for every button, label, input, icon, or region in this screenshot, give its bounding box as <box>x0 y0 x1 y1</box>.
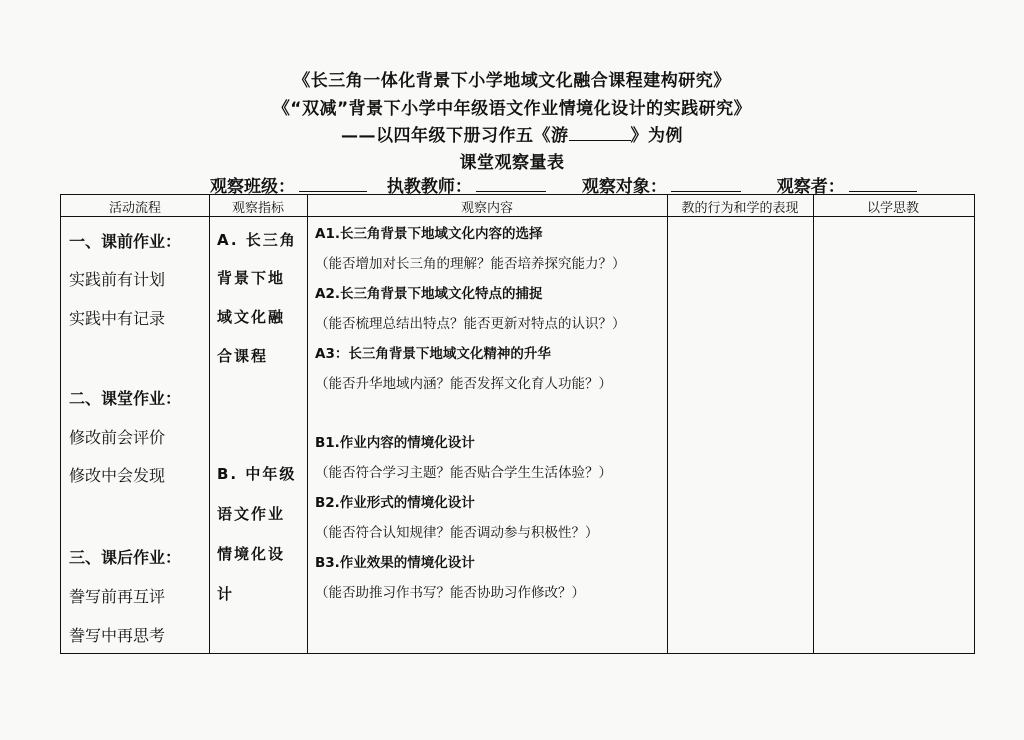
content-a1: A1.长三角背景下地域文化内容的选择 <box>315 226 543 242</box>
process-stage-2: 二、课堂作业： <box>69 389 182 408</box>
indicator-a-line: A. 长三角 <box>217 231 297 249</box>
indicator-a-line: 背景下地 <box>217 269 286 287</box>
col-divider <box>307 195 308 653</box>
content-b2: B2.作业形式的情境化设计 <box>315 495 475 511</box>
content-b2-question: （能否符合认知规律？能否调动参与积极性？） <box>315 525 599 541</box>
indicator-a-line: 合课程 <box>217 347 269 365</box>
subtitle-prefix: ——以四年级下册习作五《游 <box>341 126 569 146</box>
subtitle-suffix: 》为例 <box>630 126 683 146</box>
process-item: 实践中有记录 <box>69 309 166 328</box>
process-item: 誊写中再思考 <box>69 626 166 645</box>
content-a3: A3：长三角背景下地域文化精神的升华 <box>315 346 551 362</box>
content-b3: B3.作业效果的情境化设计 <box>315 555 475 571</box>
form-title: 课堂观察量表 <box>459 153 565 173</box>
class-blank <box>299 175 367 192</box>
col-divider <box>813 195 814 653</box>
teacher-label: 执教教师： <box>386 177 472 197</box>
object-blank <box>671 175 741 192</box>
indicator-b-line: 计 <box>217 585 235 603</box>
title-research-1: 《长三角一体化背景下小学地域文化融合课程建构研究》 <box>293 71 731 91</box>
content-a2: A2.长三角背景下地域文化特点的捕捉 <box>315 286 543 302</box>
header-indicator: 观察指标 <box>231 201 284 216</box>
indicator-b-line: 情境化设 <box>217 545 286 563</box>
title-research-2: 《“双减”背景下小学中年级语文作业情境化设计的实践研究》 <box>272 99 752 119</box>
indicator-a-line: 域文化融 <box>217 308 286 326</box>
class-label: 观察班级： <box>210 177 295 197</box>
content-a3-question: （能否升华地域内涵？能否发挥文化育人功能？） <box>315 376 612 392</box>
process-item: 实践前有计划 <box>69 270 166 289</box>
title-subtitle <box>0 121 1024 146</box>
process-item: 修改前会评价 <box>69 428 166 447</box>
content-a2-question: （能否梳理总结出特点？能否更新对特点的认识？） <box>315 316 626 332</box>
subtitle-blank <box>569 126 631 141</box>
content-b1-question: （能否符合学习主题？能否贴合学生生活体验？） <box>315 465 612 481</box>
header-reflection: 以学思教 <box>866 201 919 216</box>
col-divider <box>209 195 210 653</box>
process-stage-3: 三、课后作业： <box>69 548 182 567</box>
object-label: 观察对象： <box>581 177 667 197</box>
content-b3-question: （能否助推习作书写？能否协助习作修改？） <box>315 585 585 601</box>
process-item: 修改中会发现 <box>69 466 166 485</box>
header-process: 活动流程 <box>108 201 161 216</box>
process-item: 誊写前再互评 <box>69 587 166 606</box>
header-content: 观察内容 <box>460 201 513 216</box>
header-divider <box>61 216 974 217</box>
content-a1-question: （能否增加对长三角的理解？能否培养探究能力？） <box>315 256 626 272</box>
content-b1: B1.作业内容的情境化设计 <box>315 435 475 451</box>
teacher-blank <box>476 175 546 192</box>
observer-label: 观察者： <box>776 177 845 197</box>
process-stage-1: 一、课前作业： <box>69 232 182 251</box>
col-divider <box>667 195 668 653</box>
indicator-b-line: 语文作业 <box>217 505 286 523</box>
indicator-b-line: B. 中年级 <box>217 465 297 483</box>
observer-blank <box>849 175 917 192</box>
header-teaching-behavior: 教的行为和学的表现 <box>681 201 799 216</box>
observation-table <box>60 194 975 654</box>
